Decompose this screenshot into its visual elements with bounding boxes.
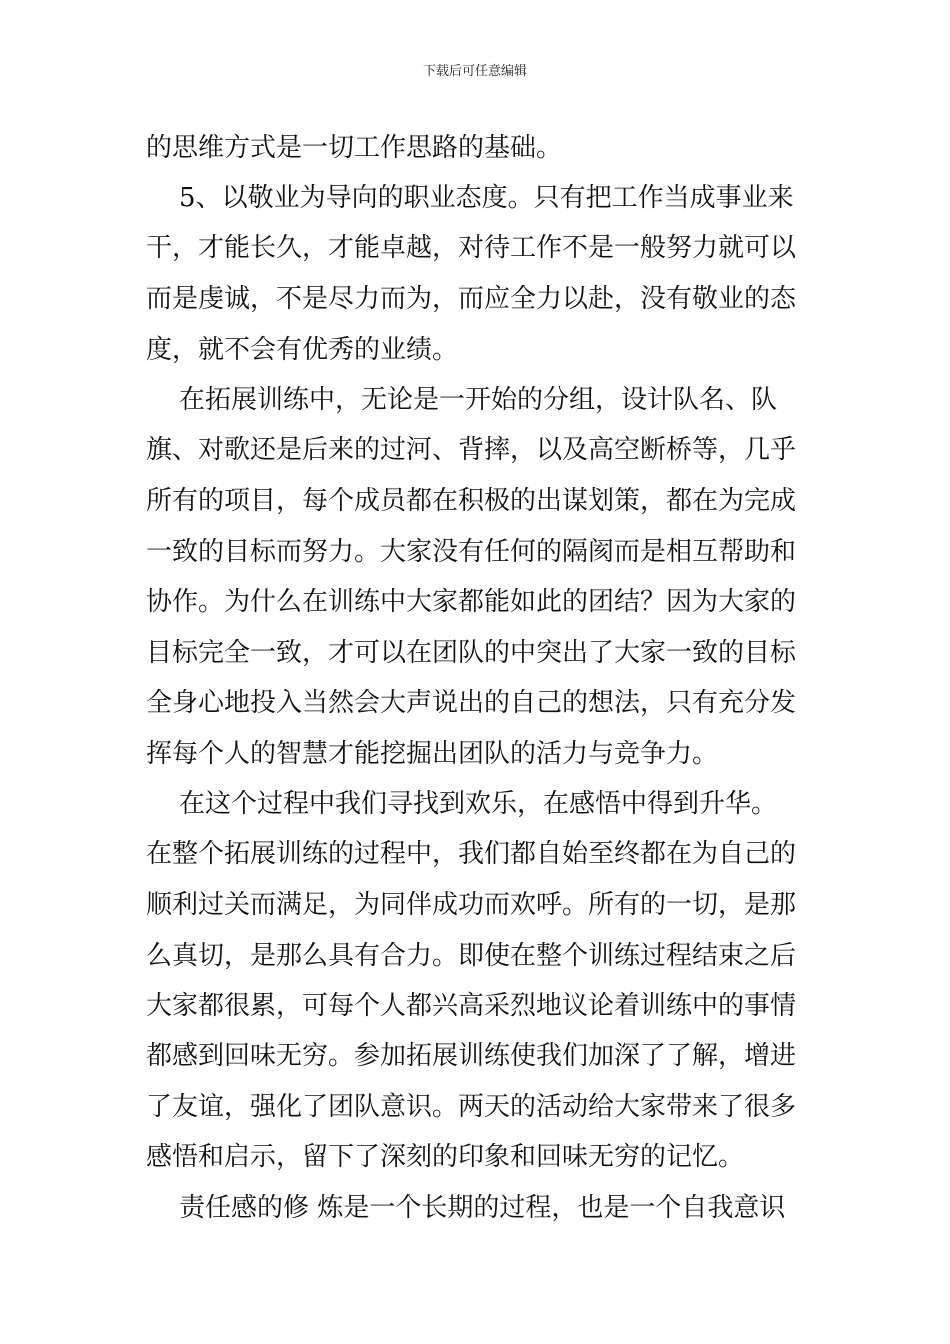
text-line: 全身心地投入当然会大声说出的自己的想法，只有充分发 <box>146 688 797 718</box>
text-line: 挥每个人的智慧才能挖掘出团队的活力与竞争力。 <box>146 739 719 769</box>
text-line: 旗、对歌还是后来的过河、背摔，以及高空断桥等，几乎 <box>146 435 797 465</box>
text-line: 协作。为什么在训练中大家都能如此的团结？因为大家的 <box>146 587 797 617</box>
text-line: 大家都很累，可每个人都兴高采烈地议论着训练中的事情 <box>146 991 797 1021</box>
page-header: 下载后可任意编辑 <box>422 64 527 79</box>
text-line: 都感到回味无穷。参加拓展训练使我们加深了了解，增进 <box>146 1041 797 1071</box>
text-line: 在这个过程中我们寻找到欢乐，在感悟中得到升华。 <box>146 789 778 819</box>
text-line: 而是虔诚，不是尽力而为，而应全力以赴，没有敬业的态 <box>146 284 797 314</box>
text-line: 了友谊，强化了团队意识。两天的活动给大家带来了很多 <box>146 1092 797 1122</box>
text-line: 的思维方式是一切工作思路的基础。 <box>146 133 563 163</box>
text-line: 干，才能长久，才能卓越，对待工作不是一般努力就可以 <box>146 233 797 263</box>
text-line: 5、以敬业为导向的职业态度。只有把工作当成事业来 <box>146 183 794 213</box>
text-line: 目标完全一致，才可以在团队的中突出了大家一致的目标 <box>146 638 797 668</box>
text-line: 在整个拓展训练的过程中，我们都自始至终都在为自己的 <box>146 839 797 869</box>
text-line: 顺利过关而满足，为同伴成功而欢呼。所有的一切，是那 <box>146 890 797 920</box>
text-line: 在拓展训练中，无论是一开始的分组，设计队名、队 <box>146 385 778 415</box>
text-line: 一致的目标而努力。大家没有任何的隔阂而是相互帮助和 <box>146 537 797 567</box>
text-line: 感悟和启示，留下了深刻的印象和回味无穷的记忆。 <box>146 1142 745 1172</box>
text-line: 度，就不会有优秀的业绩。 <box>146 335 459 365</box>
text-line: 么真切，是那么具有合力。即使在整个训练过程结束之后 <box>146 941 797 971</box>
text-line: 所有的项目，每个成员都在积极的出谋划策，都在为完成 <box>146 486 797 516</box>
text-line: 责任感的修 炼是一个长期的过程，也是一个自我意识 <box>146 1193 786 1223</box>
